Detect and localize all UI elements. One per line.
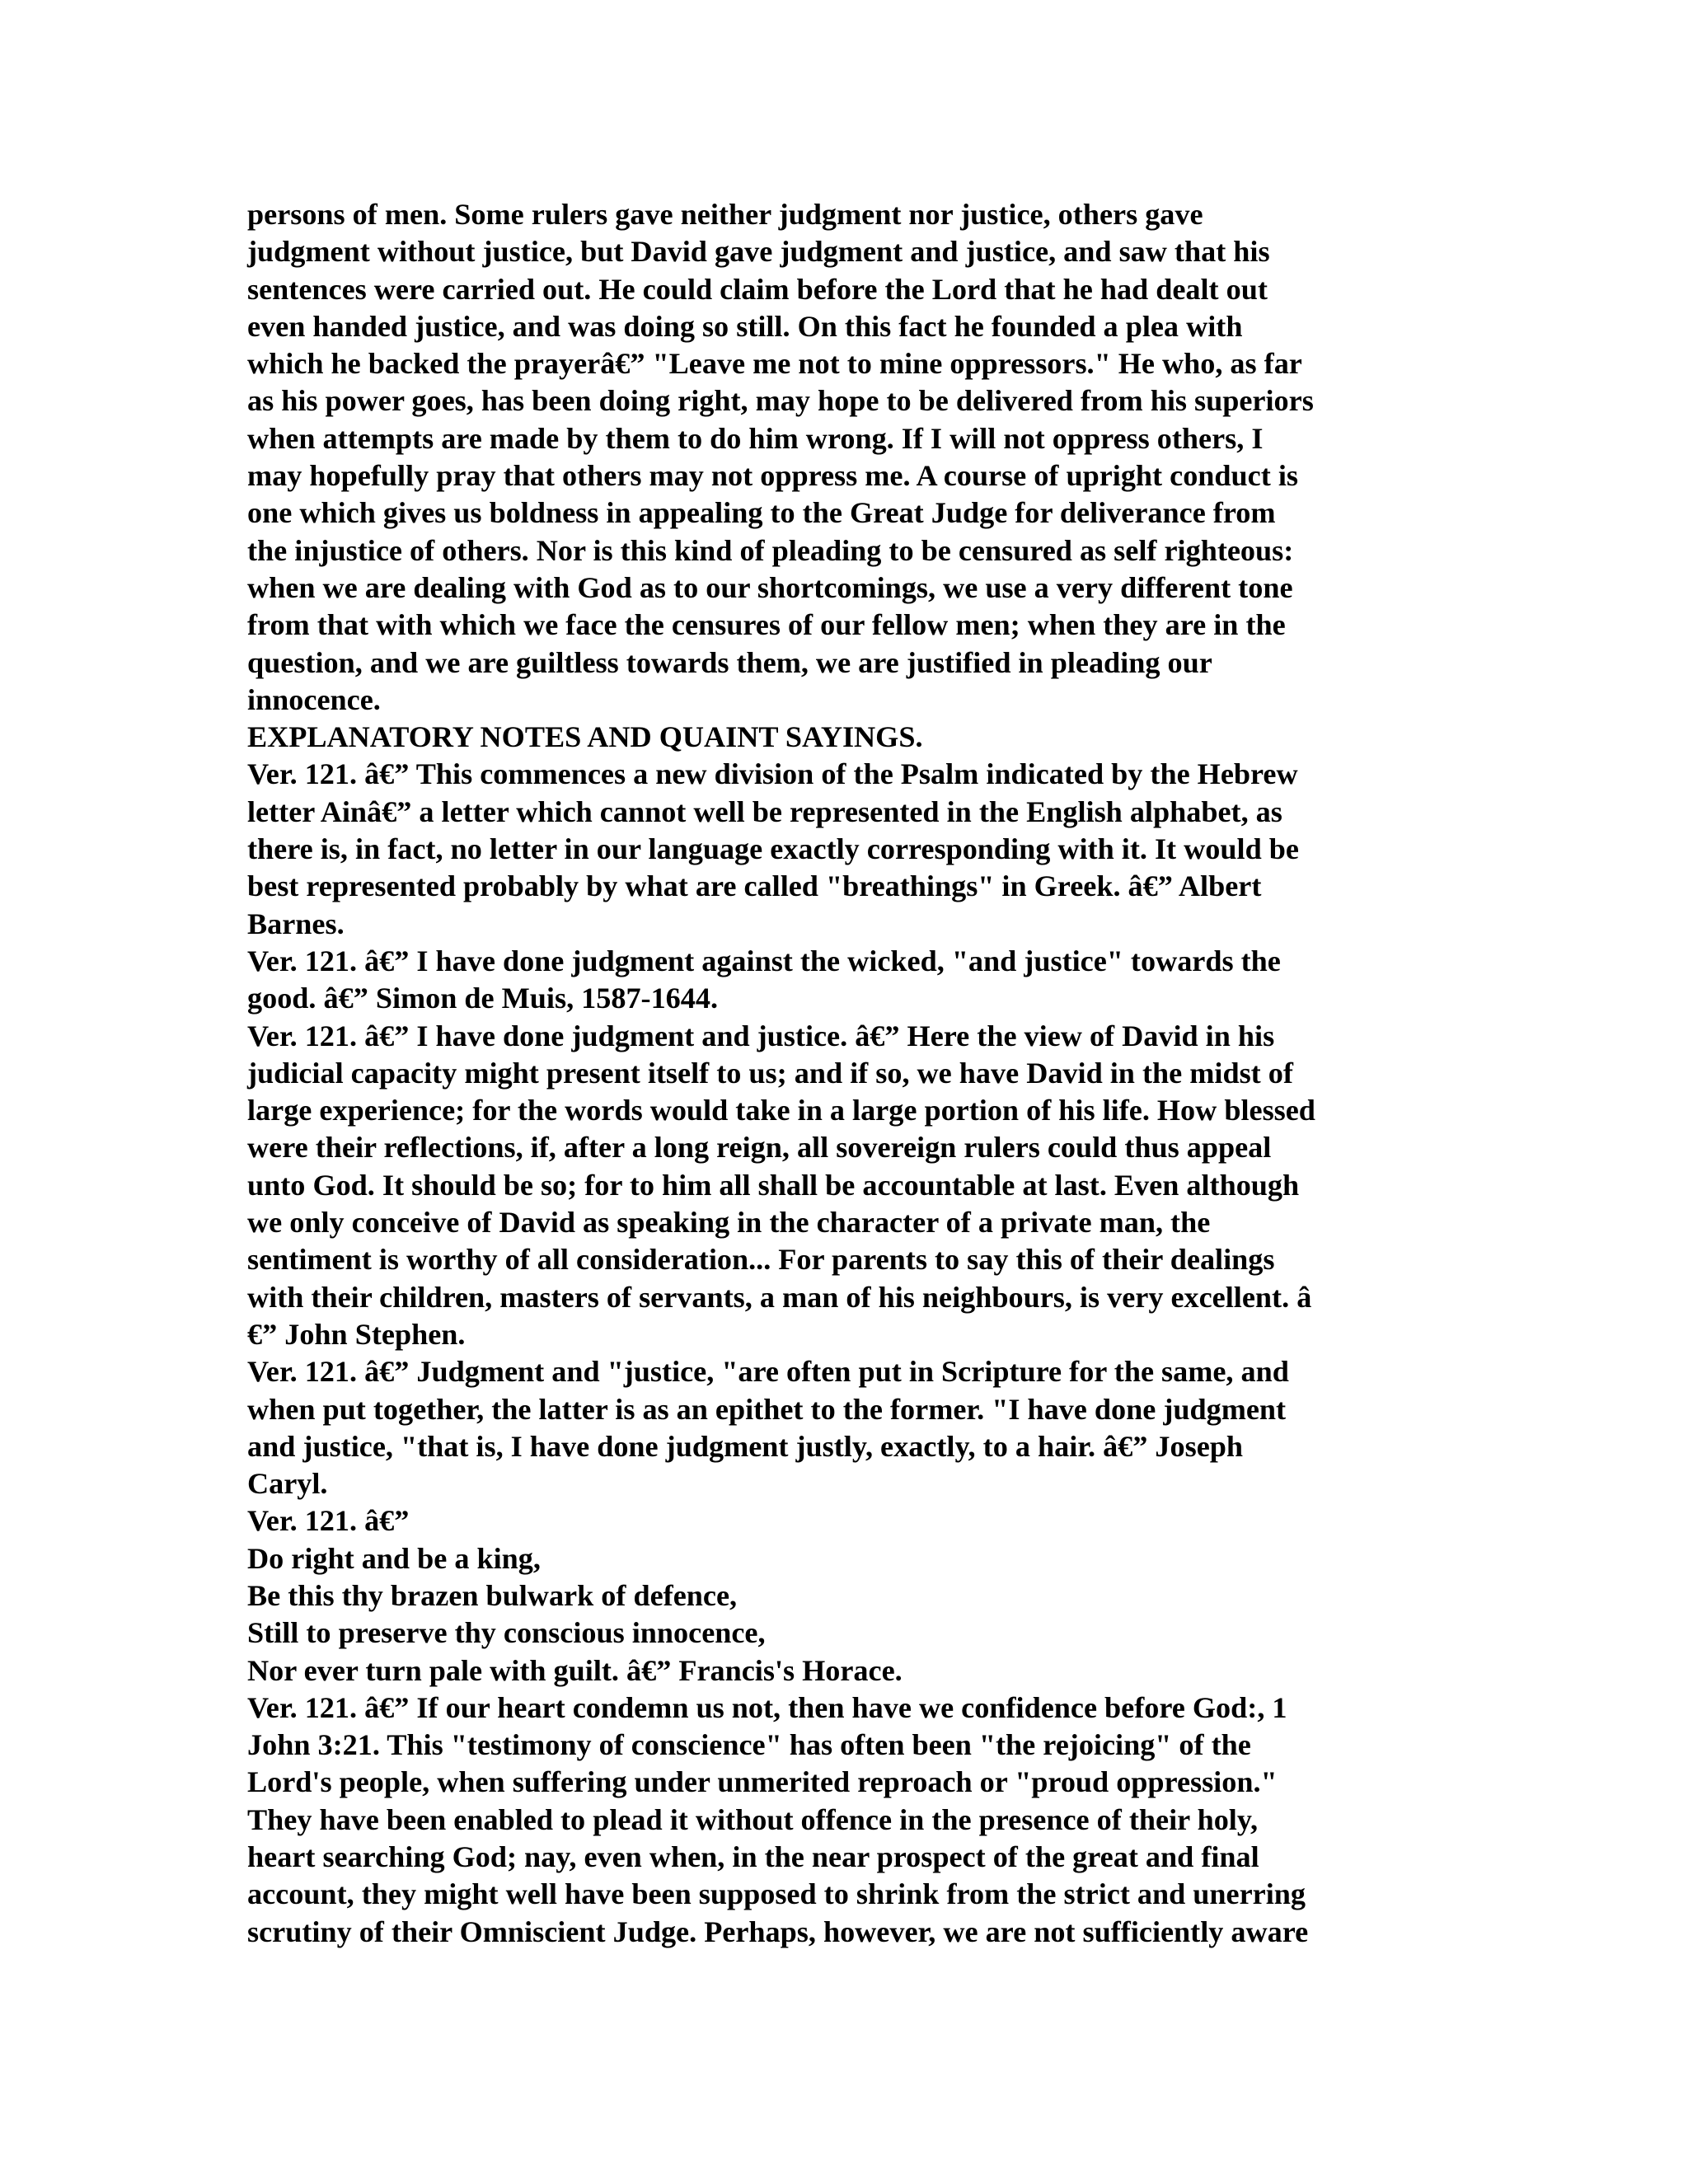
verse-line: Nor ever turn pale with guilt. â€” Francis's Horace. — [247, 1653, 903, 1687]
text-line: unto God. It should be so; for to him all shall be accountable at last. Even although — [247, 1168, 1300, 1202]
text-line: Ver. 121. â€” I have done judgment and justice. â€” Here the view of David in his — [247, 1019, 1275, 1052]
text-line: the injustice of others. Nor is this kind of pleading to be censured as self righteous: — [247, 533, 1294, 567]
text-line: sentiment is worthy of all consideration... For parents to say this of their dealings — [247, 1243, 1275, 1277]
text-line: innocence. — [247, 682, 381, 716]
text-line: account, they might well have been supposed to shrink from the strict and unerring — [247, 1877, 1306, 1911]
text-line: Ver. 121. â€” Judgment and "justice, "are often put in Scripture for the same, and — [247, 1355, 1289, 1389]
text-line: They have been enabled to plead it without offence in the presence of their holy, — [247, 1802, 1258, 1836]
text-line: Lord's people, when suffering under unmerited reproach or "proud oppression." — [247, 1765, 1278, 1799]
text-line: Caryl. — [247, 1467, 328, 1501]
text-line: €” John Stephen. — [247, 1317, 466, 1351]
text-line: John 3:21. This "testimony of conscience" has often been "the rejoicing" of the — [247, 1728, 1251, 1762]
text-line: letter Ainâ€” a letter which cannot well be represented in the English alphabet, as — [247, 794, 1282, 828]
verse-line: Do right and be a king, — [247, 1541, 541, 1575]
text-line: and justice, "that is, I have done judgment justly, exactly, to a hair. â€” Joseph — [247, 1429, 1244, 1463]
text-line: Ver. 121. â€” I have done judgment against the wicked, "and justice" towards the — [247, 944, 1281, 977]
text-line: persons of men. Some rulers gave neither judgment nor justice, others gave — [247, 198, 1203, 231]
text-line: best represented probably by what are called "breathings" in Greek. â€” Albert — [247, 869, 1262, 903]
text-line: from that with which we face the censures of our fellow men; when they are in the — [247, 608, 1286, 642]
text-line: when we are dealing with God as to our shortcomings, we use a very different tone — [247, 570, 1293, 604]
text-line: with their children, masters of servants, a man of his neighbours, is very excellent. â — [247, 1280, 1312, 1314]
text-line: may hopefully pray that others may not oppress me. A course of upright conduct is — [247, 459, 1298, 493]
text-line: were their reflections, if, after a long reign, all sovereign rulers could thus appeal — [247, 1131, 1272, 1165]
text-line: when put together, the latter is as an epithet to the former. "I have done judgment — [247, 1392, 1287, 1426]
verse-line: Be this thy brazen bulwark of defence, — [247, 1578, 738, 1612]
text-line: judgment without justice, but David gave judgment and justice, and saw that his — [247, 235, 1270, 269]
text-line: as his power goes, has been doing right, may hope to be delivered from his superiors — [247, 384, 1314, 418]
text-line: even handed justice, and was doing so still. On this fact he founded a plea with — [247, 309, 1243, 343]
text-line: which he backed the prayerâ€” "Leave me not to mine oppressors." He who, as far — [247, 347, 1302, 381]
text-line: good. â€” Simon de Muis, 1587-1644. — [247, 982, 719, 1015]
text-line: question, and we are guiltless towards them, we are justified in pleading our — [247, 645, 1212, 679]
document-page — [247, 196, 1442, 1951]
text-line: heart searching God; nay, even when, in the near prospect of the great and final — [247, 1840, 1259, 1874]
section-heading: EXPLANATORY NOTES AND QUAINT SAYINGS. — [247, 720, 923, 754]
text-line: when attempts are made by them to do him wrong. If I will not oppress others, I — [247, 421, 1264, 455]
text-line: we only conceive of David as speaking in the character of a private man, the — [247, 1206, 1211, 1240]
text-line: judicial capacity might present itself to us; and if so, we have David in the midst of — [247, 1056, 1293, 1090]
text-line: large experience; for the words would take in a large portion of his life. How blessed — [247, 1094, 1315, 1127]
text-line: there is, in fact, no letter in our language exactly corresponding with it. It would be — [247, 832, 1299, 866]
text-line: Ver. 121. â€” — [247, 1504, 410, 1538]
text-line: Barnes. — [247, 907, 345, 940]
text-line: sentences were carried out. He could claim before the Lord that he had dealt out — [247, 272, 1268, 306]
text-line: Ver. 121. â€” This commences a new division of the Psalm indicated by the Hebrew — [247, 757, 1298, 791]
text-line: scrutiny of their Omniscient Judge. Perhaps, however, we are not sufficiently aware — [247, 1915, 1309, 1948]
text-line: one which gives us boldness in appealing to the Great Judge for deliverance from — [247, 496, 1276, 530]
verse-line: Still to preserve thy conscious innocence, — [247, 1616, 766, 1650]
text-line: Ver. 121. â€” If our heart condemn us not, then have we confidence before God:, 1 — [247, 1690, 1287, 1724]
